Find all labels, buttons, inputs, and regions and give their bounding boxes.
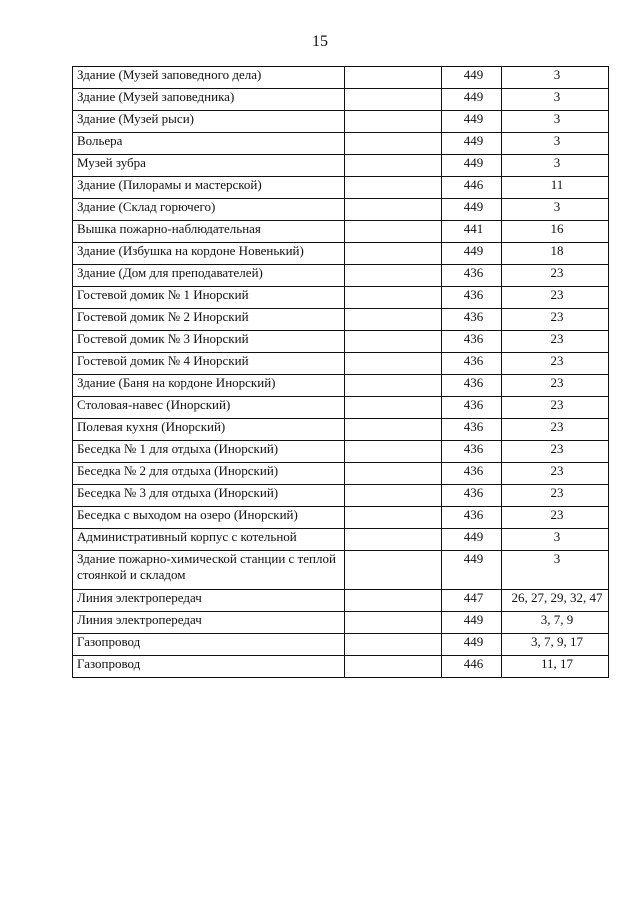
table-row	[73, 353, 609, 375]
numbers-cell: 11, 17	[502, 656, 609, 678]
object-name-cell: Административный корпус с котельной	[73, 529, 345, 551]
table-row	[73, 89, 609, 111]
numbers-cell: 3	[502, 199, 609, 221]
numbers-cell: 23	[502, 463, 609, 485]
object-name-cell: Гостевой домик № 4 Инорский	[73, 353, 345, 375]
table-row	[73, 133, 609, 155]
table-row	[73, 67, 609, 89]
code-cell: 447	[442, 590, 502, 612]
numbers-cell: 23	[502, 485, 609, 507]
table-row	[73, 419, 609, 441]
table-row	[73, 612, 609, 634]
table-row	[73, 331, 609, 353]
numbers-cell: 23	[502, 331, 609, 353]
object-name-cell: Гостевой домик № 1 Инорский	[73, 287, 345, 309]
table-row	[73, 375, 609, 397]
object-name-cell: Беседка № 3 для отдыха (Инорский)	[73, 485, 345, 507]
code-cell: 436	[442, 441, 502, 463]
code-cell: 449	[442, 89, 502, 111]
table-row	[73, 221, 609, 243]
numbers-cell: 18	[502, 243, 609, 265]
table-row	[73, 463, 609, 485]
code-cell: 446	[442, 177, 502, 199]
object-name-cell: Здание (Пилорамы и мастерской)	[73, 177, 345, 199]
numbers-cell: 3, 7, 9	[502, 612, 609, 634]
page-number: 15	[312, 33, 328, 50]
numbers-cell: 23	[502, 287, 609, 309]
empty-cell	[345, 177, 442, 199]
objects-table	[72, 66, 609, 678]
empty-cell	[345, 463, 442, 485]
code-cell: 436	[442, 397, 502, 419]
object-name-cell: Беседка № 1 для отдыха (Инорский)	[73, 441, 345, 463]
object-name-cell: Столовая-навес (Инорский)	[73, 397, 345, 419]
numbers-cell: 3	[502, 551, 609, 590]
numbers-cell: 23	[502, 353, 609, 375]
code-cell: 436	[442, 331, 502, 353]
table-row	[73, 529, 609, 551]
empty-cell	[345, 375, 442, 397]
numbers-cell: 3	[502, 155, 609, 177]
empty-cell	[345, 67, 442, 89]
code-cell: 436	[442, 419, 502, 441]
numbers-cell: 23	[502, 441, 609, 463]
empty-cell	[345, 89, 442, 111]
table-row	[73, 441, 609, 463]
table-row	[73, 551, 609, 590]
numbers-cell: 23	[502, 265, 609, 287]
empty-cell	[345, 243, 442, 265]
object-name-cell: Здание (Склад горючего)	[73, 199, 345, 221]
code-cell: 441	[442, 221, 502, 243]
empty-cell	[345, 634, 442, 656]
code-cell: 449	[442, 529, 502, 551]
empty-cell	[345, 612, 442, 634]
empty-cell	[345, 507, 442, 529]
table-row	[73, 634, 609, 656]
object-name-cell: Вышка пожарно-наблюдательная	[73, 221, 345, 243]
object-name-cell: Здание пожарно-химической станции с теплой стоянкой и складом	[73, 551, 345, 590]
empty-cell	[345, 199, 442, 221]
code-cell: 436	[442, 485, 502, 507]
code-cell: 449	[442, 199, 502, 221]
table-row	[73, 265, 609, 287]
object-name-cell: Гостевой домик № 2 Инорский	[73, 309, 345, 331]
numbers-cell: 23	[502, 419, 609, 441]
object-name-cell: Газопровод	[73, 656, 345, 678]
table-row	[73, 485, 609, 507]
table-row	[73, 177, 609, 199]
table-row	[73, 111, 609, 133]
object-name-cell: Здание (Музей заповедника)	[73, 89, 345, 111]
empty-cell	[345, 265, 442, 287]
empty-cell	[345, 419, 442, 441]
numbers-cell: 3	[502, 111, 609, 133]
object-name-cell: Здание (Дом для преподавателей)	[73, 265, 345, 287]
code-cell: 449	[442, 551, 502, 590]
table-row	[73, 590, 609, 612]
object-name-cell: Линия электропередач	[73, 612, 345, 634]
empty-cell	[345, 656, 442, 678]
code-cell: 449	[442, 243, 502, 265]
object-name-cell: Вольера	[73, 133, 345, 155]
numbers-cell: 3	[502, 89, 609, 111]
empty-cell	[345, 287, 442, 309]
code-cell: 436	[442, 507, 502, 529]
empty-cell	[345, 133, 442, 155]
object-name-cell: Полевая кухня (Инорский)	[73, 419, 345, 441]
table-row	[73, 309, 609, 331]
code-cell: 449	[442, 133, 502, 155]
numbers-cell: 23	[502, 309, 609, 331]
table-row	[73, 397, 609, 419]
object-name-cell: Гостевой домик № 3 Инорский	[73, 331, 345, 353]
code-cell: 436	[442, 287, 502, 309]
empty-cell	[345, 155, 442, 177]
code-cell: 449	[442, 67, 502, 89]
numbers-cell: 26, 27, 29, 32, 47	[502, 590, 609, 612]
numbers-cell: 11	[502, 177, 609, 199]
numbers-cell: 3, 7, 9, 17	[502, 634, 609, 656]
object-name-cell: Газопровод	[73, 634, 345, 656]
table-row	[73, 656, 609, 678]
code-cell: 446	[442, 656, 502, 678]
numbers-cell: 16	[502, 221, 609, 243]
code-cell: 449	[442, 612, 502, 634]
empty-cell	[345, 353, 442, 375]
object-name-cell: Здание (Избушка на кордоне Новенький)	[73, 243, 345, 265]
empty-cell	[345, 111, 442, 133]
object-name-cell: Беседка с выходом на озеро (Инорский)	[73, 507, 345, 529]
empty-cell	[345, 441, 442, 463]
object-name-cell: Беседка № 2 для отдыха (Инорский)	[73, 463, 345, 485]
numbers-cell: 23	[502, 375, 609, 397]
object-name-cell: Музей зубра	[73, 155, 345, 177]
numbers-cell: 3	[502, 133, 609, 155]
table-row	[73, 199, 609, 221]
code-cell: 436	[442, 463, 502, 485]
empty-cell	[345, 309, 442, 331]
code-cell: 449	[442, 155, 502, 177]
code-cell: 436	[442, 309, 502, 331]
empty-cell	[345, 551, 442, 590]
object-name-cell: Здание (Музей рыси)	[73, 111, 345, 133]
object-name-cell: Здание (Музей заповедного дела)	[73, 67, 345, 89]
empty-cell	[345, 590, 442, 612]
table-row	[73, 287, 609, 309]
empty-cell	[345, 529, 442, 551]
table-row	[73, 155, 609, 177]
empty-cell	[345, 331, 442, 353]
code-cell: 436	[442, 265, 502, 287]
code-cell: 449	[442, 111, 502, 133]
object-name-cell: Здание (Баня на кордоне Инорский)	[73, 375, 345, 397]
table-row	[73, 243, 609, 265]
code-cell: 436	[442, 375, 502, 397]
code-cell: 436	[442, 353, 502, 375]
code-cell: 449	[442, 634, 502, 656]
empty-cell	[345, 221, 442, 243]
numbers-cell: 23	[502, 507, 609, 529]
numbers-cell: 3	[502, 529, 609, 551]
numbers-cell: 3	[502, 67, 609, 89]
empty-cell	[345, 397, 442, 419]
object-name-cell: Линия электропередач	[73, 590, 345, 612]
numbers-cell: 23	[502, 397, 609, 419]
table-row	[73, 507, 609, 529]
empty-cell	[345, 485, 442, 507]
